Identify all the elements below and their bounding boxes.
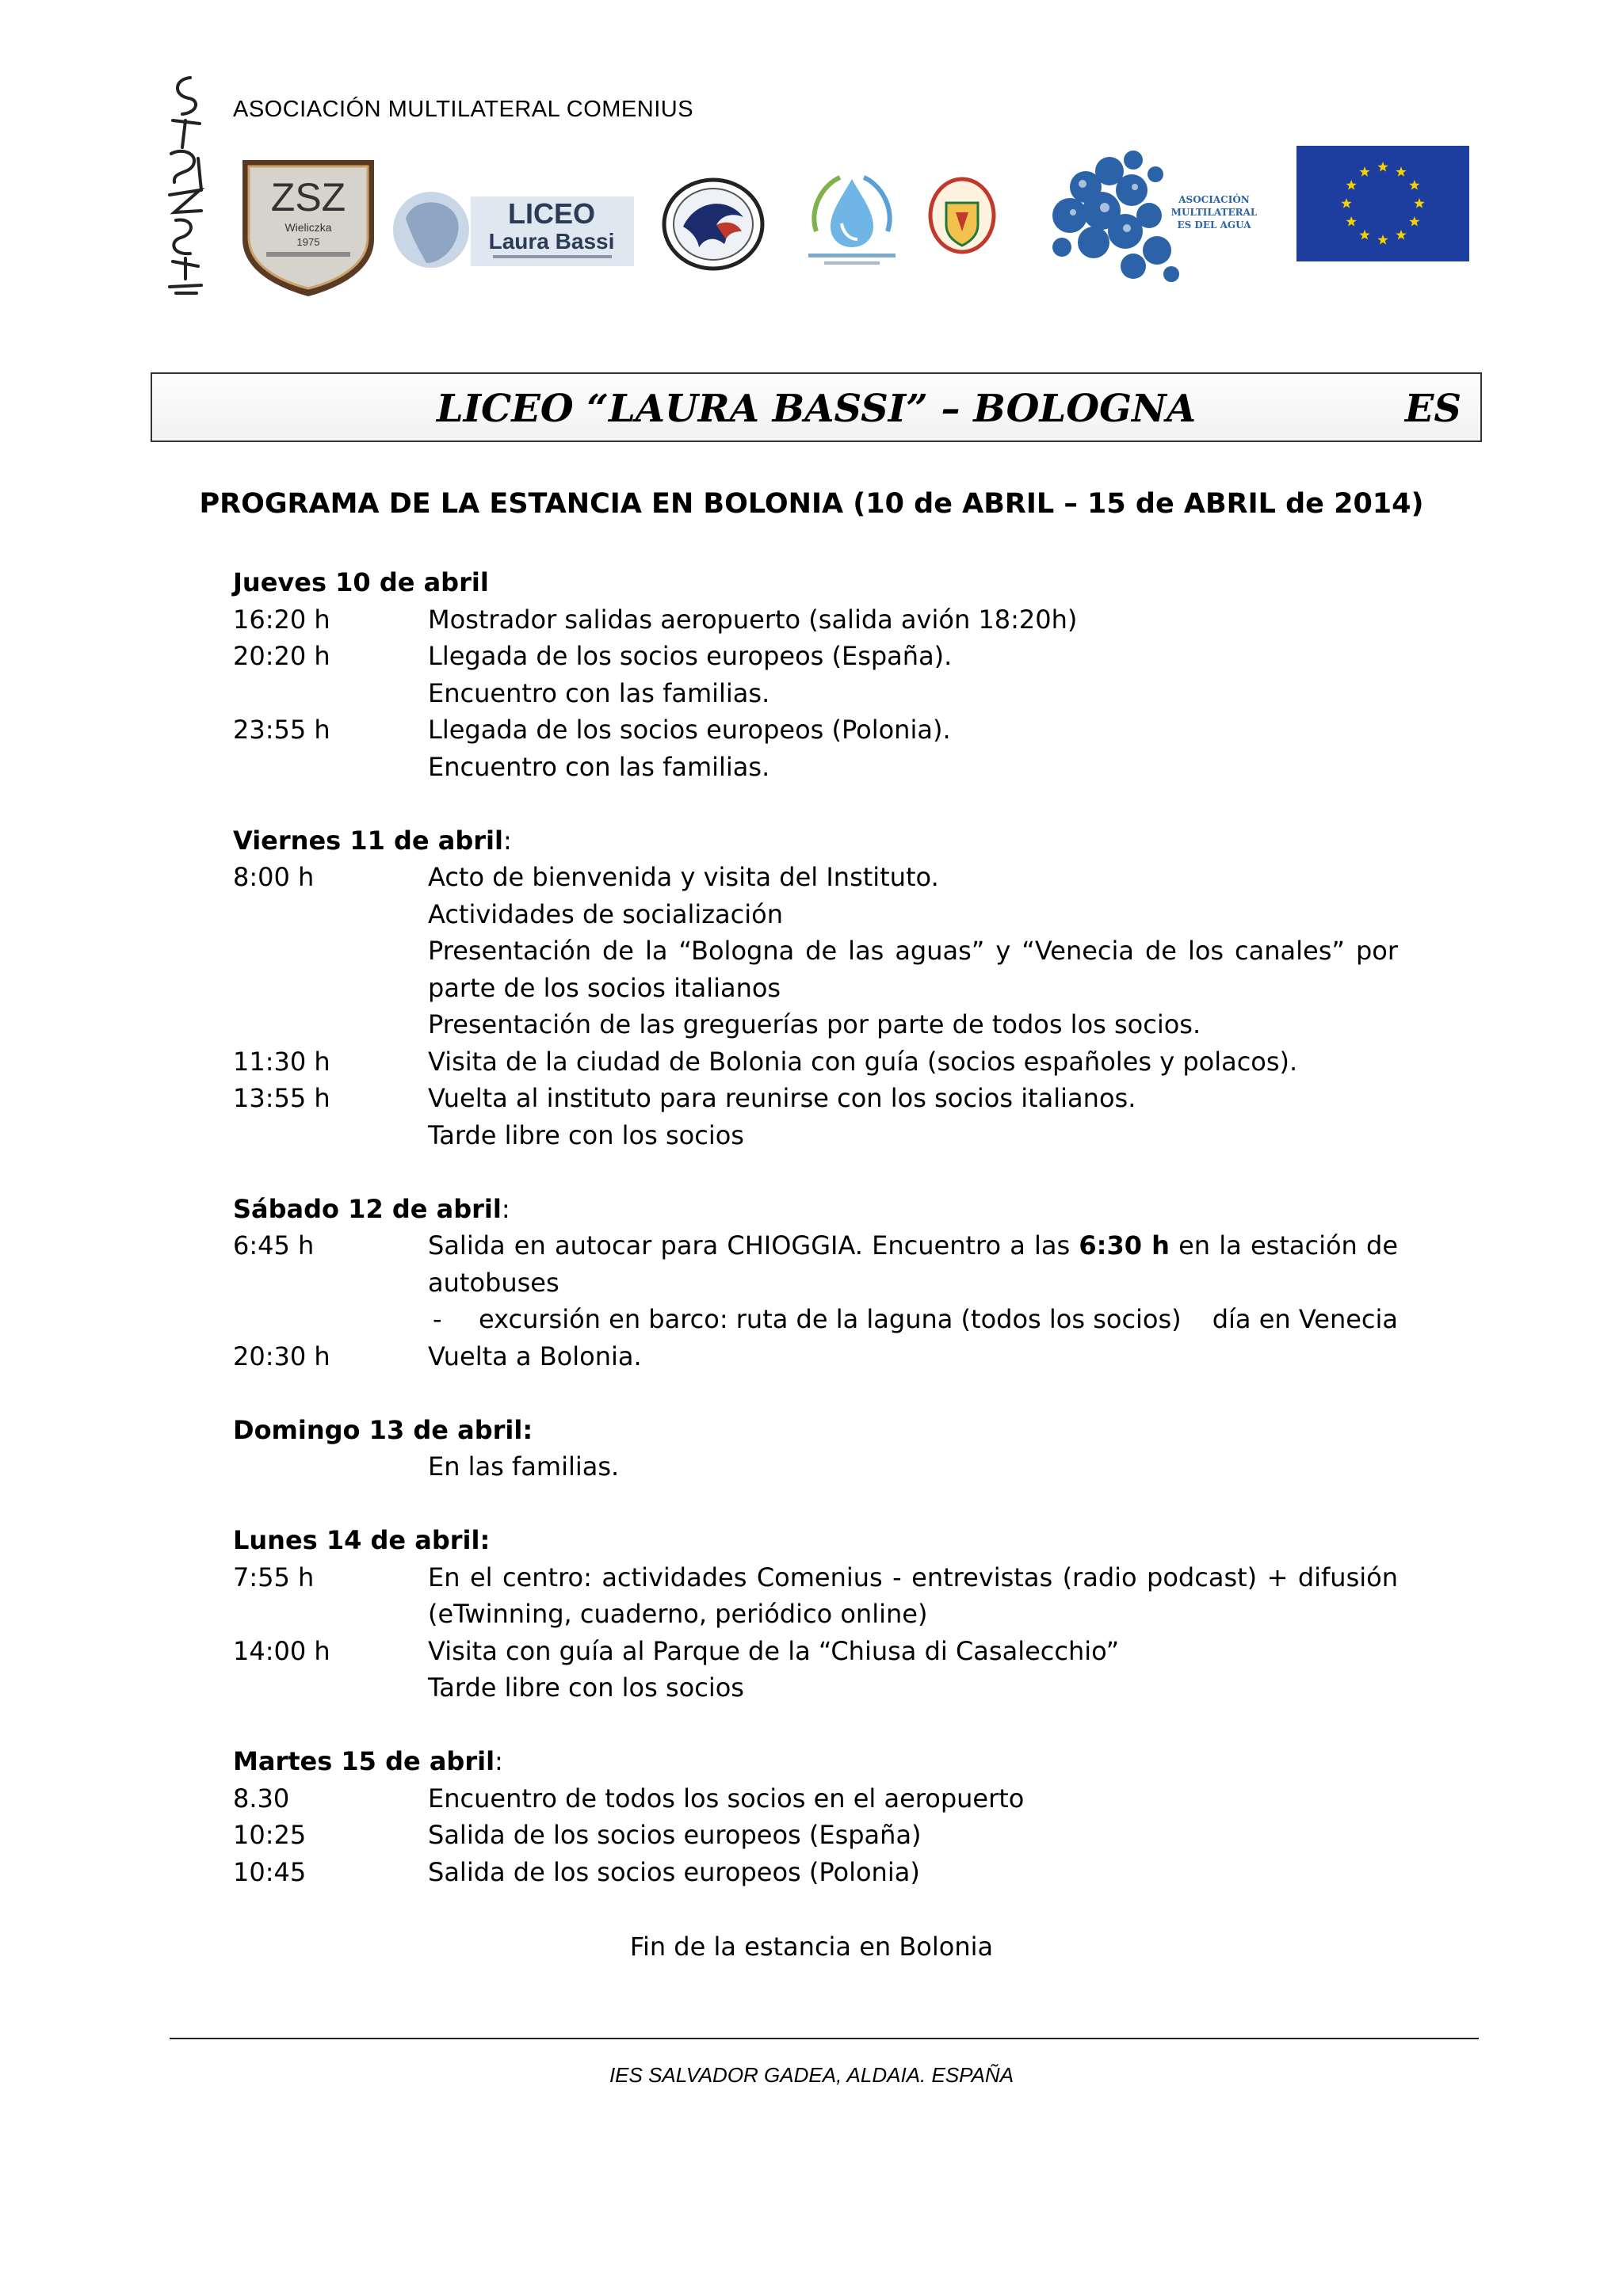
- activity-text: Presentación de la “Bologna de las aguas” y “Venecia de los canales” por parte de los socios italianos: [428, 936, 1398, 1003]
- day-friday: [233, 822, 1398, 1154]
- activity-text: Vuelta a Bolonia.: [428, 1341, 642, 1371]
- zsz-shield-logo: [235, 152, 382, 299]
- day-monday: [233, 1522, 1398, 1707]
- activity-text: Llegada de los socios europeos (España).: [428, 641, 953, 671]
- activity-text-part: en la estación de autobuses: [428, 1230, 1399, 1298]
- agua-logo-line2: MULTILATERAL: [1170, 207, 1258, 218]
- day-heading-text: Viernes 11 de abril: [233, 825, 503, 856]
- schedule-row: [233, 711, 1398, 785]
- agua-logo-line1: ASOCIACIÓN: [1178, 194, 1250, 205]
- schedule-row: [233, 638, 1398, 711]
- time-label: 8.30: [233, 1783, 290, 1814]
- activity-text: Visita de la ciudad de Bolonia con guía (socios españoles y polacos).: [428, 1046, 1298, 1077]
- activity-text: Presentación de las greguerías por parte de todos los socios.: [428, 1009, 1201, 1039]
- meeting-time-bold: 6:30 h: [1079, 1230, 1170, 1261]
- eagle-emblem-logo: [661, 176, 766, 273]
- day-sunday: [233, 1412, 1398, 1486]
- sub-activity-note: día en Venecia: [1212, 1304, 1398, 1334]
- activity-text: En el centro: actividades Comenius - entrevistas (radio podcast) + difusión (eTwinning, cuaderno, periódico online): [428, 1562, 1398, 1629]
- program-title: PROGRAMA DE LA ESTANCIA EN BOLONIA (10 de ABRIL – 15 de ABRIL de 2014): [199, 488, 1424, 520]
- time-label: 10:45: [233, 1856, 307, 1887]
- day-heading: Jueves 10 de abril: [233, 567, 489, 597]
- activity-text-part: Salida en autocar para CHIOGGIA. Encuentro a las: [428, 1230, 1079, 1261]
- time-label: 20:30 h: [233, 1341, 330, 1371]
- day-thursday: [233, 564, 1398, 785]
- small-shield-logo: [927, 176, 997, 255]
- activity-text: Salida de los socios europeos (España): [428, 1820, 922, 1850]
- time-label: 11:30 h: [233, 1046, 330, 1077]
- closing-text: Fin de la estancia en Bolonia: [629, 1932, 994, 1962]
- time-label: 14:00 h: [233, 1635, 330, 1666]
- time-label: 10:25: [233, 1820, 307, 1850]
- day-heading-colon: :: [502, 825, 512, 856]
- day-heading: Lunes 14 de abril:: [233, 1525, 491, 1555]
- water-drop-logo: [792, 160, 911, 279]
- day-saturday: [233, 1191, 1398, 1375]
- language-code: ES: [1404, 387, 1461, 431]
- schedule-row: [233, 1338, 1398, 1375]
- schedule-row: [233, 601, 1398, 639]
- day-heading: [233, 1743, 1398, 1780]
- agua-logo-line3: ES DEL AGUA: [1177, 219, 1251, 231]
- day-heading: [233, 822, 1398, 860]
- liceo-laura-bassi-logo: [382, 187, 637, 276]
- schedule-row: [233, 1448, 1398, 1486]
- eu-flag-icon: [1296, 146, 1469, 261]
- activity-text: En las familias.: [428, 1451, 620, 1482]
- schedule-row: [233, 1854, 1398, 1891]
- day-tuesday: [233, 1743, 1398, 1890]
- activity-text: Tarde libre con los socios: [428, 1119, 744, 1150]
- association-name: ASOCIACIÓN MULTILATERAL COMENIUS: [233, 97, 694, 122]
- day-heading-colon: :: [501, 1193, 510, 1224]
- title-box: [151, 372, 1482, 442]
- time-label: 16:20 h: [233, 604, 330, 635]
- time-label: 20:20 h: [233, 641, 330, 671]
- day-heading-text: Martes 15 de abril: [233, 1746, 495, 1776]
- schedule-row: [233, 1633, 1398, 1707]
- document-title: LICEO “LAURA BASSI” – BOLOGNA: [436, 387, 1197, 431]
- day-heading-colon: :: [495, 1746, 503, 1776]
- activity-text: Salida de los socios europeos (Polonia): [428, 1856, 920, 1887]
- footer-divider: [170, 2038, 1479, 2039]
- asociacion-agua-logo: [1038, 139, 1268, 292]
- schedule-row: [233, 1043, 1398, 1081]
- activity-text: Encuentro con las familias.: [428, 677, 770, 708]
- time-label: [233, 1448, 428, 1486]
- activity-text: Tarde libre con los socios: [428, 1672, 744, 1703]
- time-label: 7:55 h: [233, 1562, 315, 1592]
- activity-text: Actividades de socialización: [428, 898, 783, 929]
- schedule-row: [233, 1780, 1398, 1817]
- time-label: 13:55 h: [233, 1083, 330, 1113]
- footer-text: IES SALVADOR GADEA, ALDAIA. ESPAÑA: [609, 2063, 1014, 2087]
- day-heading: Domingo 13 de abril:: [233, 1414, 533, 1445]
- schedule-row: [233, 1817, 1398, 1854]
- schedule-row: [233, 1080, 1398, 1154]
- activity-text: Vuelta al instituto para reunirse con los socios italianos.: [428, 1083, 1136, 1113]
- activity-text: Acto de bienvenida y visita del Instituto.: [428, 862, 939, 892]
- day-heading-text: Sábado 12 de abril: [233, 1193, 502, 1224]
- liceo-logo-line2: Laura Bassi: [488, 229, 615, 254]
- activity-text: Encuentro de todos los socios en el aeropuerto: [428, 1783, 1025, 1814]
- sub-activity-text: excursión en barco: ruta de la laguna (todos los socios): [479, 1304, 1182, 1334]
- time-label: 23:55 h: [233, 715, 330, 745]
- time-label: 6:45 h: [233, 1230, 315, 1261]
- activity-text: [428, 1227, 1398, 1301]
- time-label: 8:00 h: [233, 862, 315, 892]
- schedule: [233, 564, 1398, 1928]
- calligraphy-logo-icon: [158, 71, 214, 301]
- schedule-row: [233, 1227, 1398, 1338]
- zsz-city: Wieliczka: [285, 221, 332, 234]
- activity-text: Llegada de los socios europeos (Polonia).: [428, 715, 951, 745]
- day-heading: [233, 1191, 1398, 1228]
- schedule-row: [233, 859, 1398, 1043]
- activity-text: Encuentro con las familias.: [428, 751, 770, 782]
- activity-text: Visita con guía al Parque de la “Chiusa di Casalecchio”: [428, 1635, 1120, 1666]
- sub-activity: [428, 1301, 1398, 1338]
- liceo-logo-line1: LICEO: [507, 197, 596, 230]
- schedule-row: [233, 1559, 1398, 1633]
- activity-text: Mostrador salidas aeropuerto (salida avión 18:20h): [428, 604, 1078, 635]
- zsz-year: 1975: [296, 236, 320, 248]
- zsz-initials: ZSZ: [270, 175, 346, 219]
- bullet-dash: -: [433, 1304, 442, 1334]
